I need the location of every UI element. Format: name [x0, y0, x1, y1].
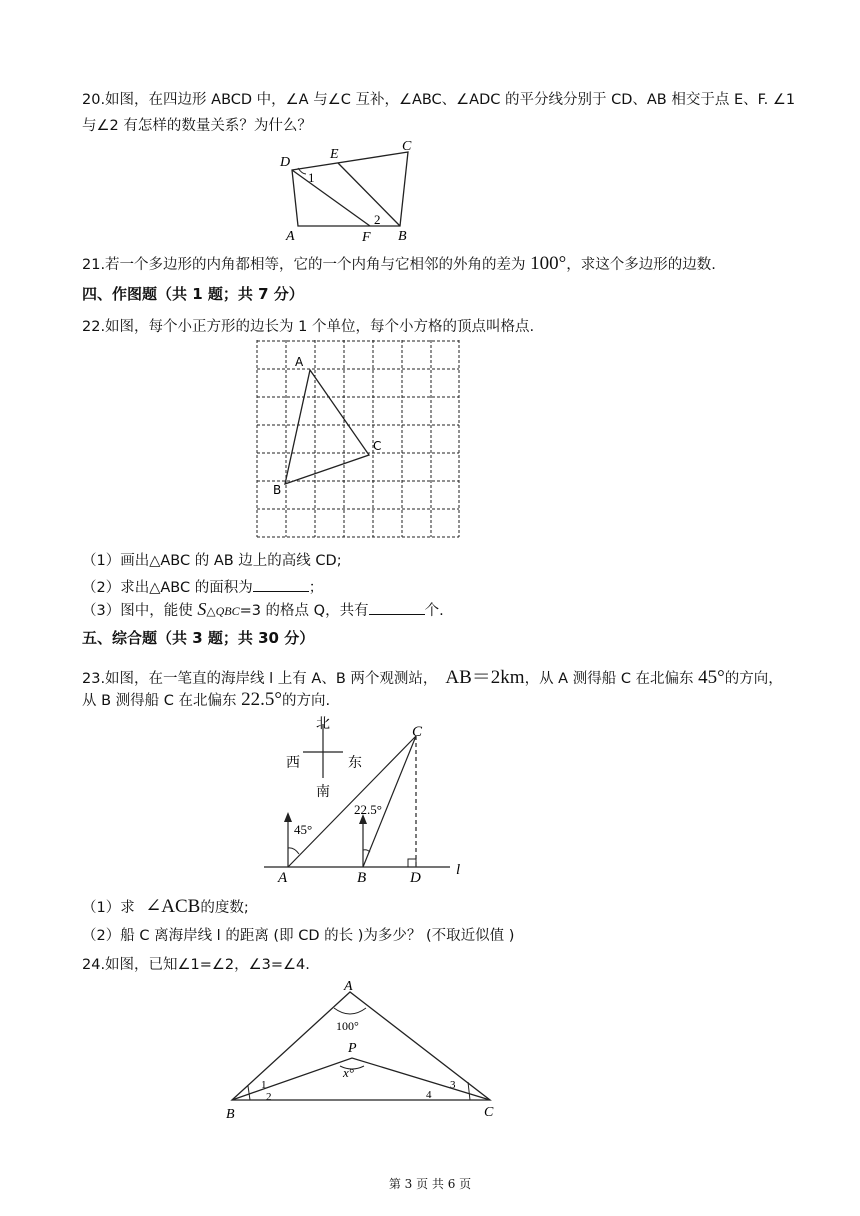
q21-text	[82, 253, 716, 275]
q24-angle-1: 1	[261, 1079, 267, 1091]
q23-line1-end: 的方向，	[724, 671, 783, 687]
q23-coast-figure	[258, 714, 478, 886]
q22-part2	[82, 576, 323, 597]
q23-fig-angle-45: 45°	[294, 822, 313, 837]
q22-intro: 22.如图，每个小正方形的边长为 1 个单位，每个小方格的顶点叫格点.	[82, 319, 535, 335]
q23-line2-pre: 从 B 测得船 C 在北偏东	[82, 693, 242, 709]
q22-part3-S: S	[197, 599, 207, 619]
q20-label-F: F	[362, 230, 371, 245]
q22-part2-end: ；	[308, 580, 324, 596]
q23-line1	[82, 662, 783, 689]
q22-label-C: C	[373, 439, 382, 453]
q23-line2-end: 的方向.	[281, 693, 331, 709]
q23-angle-45: 45°	[698, 667, 725, 688]
q23-angle-22-5: 22.5°	[241, 689, 282, 710]
q24-label-P: P	[348, 1041, 357, 1056]
q24-label-C: C	[484, 1105, 494, 1120]
q23-label-l: l	[456, 862, 461, 878]
q24-label-B: B	[226, 1107, 235, 1122]
q24-angle-3: 3	[450, 1079, 456, 1091]
q23-part1-end: 的度数;	[200, 900, 249, 916]
section-5-title: 五、综合题（共 3 题；共 30 分）	[82, 629, 315, 647]
q23-label-A: A	[278, 870, 288, 886]
q22-label-A: A	[295, 355, 304, 369]
q22-grid-figure	[255, 340, 461, 540]
q22-label-B: B	[273, 483, 282, 497]
q22-part3	[82, 599, 444, 620]
q23-part1	[82, 895, 249, 918]
q22-part3-end: 个.	[424, 603, 444, 619]
q23-compass-south: 南	[316, 784, 330, 800]
q22-part1: （1）画出△ABC 的 AB 边上的高线 CD;	[82, 553, 342, 569]
q24-angle-2: 2	[266, 1091, 272, 1103]
q20-angle-2: 2	[374, 212, 381, 227]
q21-value: 100°	[530, 253, 567, 274]
q20-text-line1: 20.如图，在四边形 ABCD 中，∠A 与∠C 互补，∠ABC、∠ADC 的平分线分别于 CD、AB 相交于点 E、F. ∠1	[82, 92, 796, 108]
q24-angle-4: 4	[426, 1089, 432, 1101]
q24-angle-100: 100°	[336, 1019, 359, 1033]
q20-label-E: E	[330, 147, 339, 162]
q23-compass-east: 东	[348, 755, 362, 771]
q23-part1-pre: （1）求	[82, 900, 140, 916]
section-4-title: 四、作图题（共 1 题；共 7 分）	[82, 285, 304, 303]
q20-text-line2: 与∠2 有怎样的数量关系？为什么？	[82, 118, 312, 134]
q23-fig-angle-22-5: 22.5°	[354, 802, 382, 817]
q20-label-A: A	[286, 229, 295, 244]
q22-part3-subscript: △QBC	[206, 604, 240, 618]
q23-compass-west: 西	[286, 755, 300, 771]
page-footer: 第 3 页 共 6 页	[388, 1177, 472, 1191]
q23-line1-pre: 23.如图，在一笔直的海岸线 l 上有 A、B 两个观测站，	[82, 671, 438, 687]
q23-label-C: C	[412, 724, 423, 740]
q23-compass-north: 北	[316, 716, 330, 732]
q21-text-post: ，求这个多边形的边数.	[566, 257, 716, 273]
q23-label-D: D	[410, 870, 421, 886]
q24-triangle-figure	[218, 978, 508, 1126]
q22-part2-blank[interactable]	[253, 577, 309, 592]
q24-angle-x: x°	[343, 1065, 354, 1080]
q20-angle-1: 1	[308, 170, 315, 185]
q23-line1-mid: ，从 A 测得船 C 在北偏东	[524, 671, 699, 687]
q23-part2: （2）船 C 离海岸线 l 的距离 (即 CD 的长 )为多少？ (不取近似值 )	[82, 928, 515, 944]
q20-label-C: C	[402, 139, 412, 154]
q23-line2	[82, 689, 330, 711]
q22-part3-pre: （3）图中，能使	[82, 603, 198, 619]
q20-quadrilateral-figure	[270, 138, 430, 246]
q20-label-B: B	[398, 229, 407, 244]
q22-part3-mid: =3 的格点 Q，共有	[239, 603, 369, 619]
q23-label-B: B	[357, 870, 367, 886]
q21-text-pre: 21.若一个多边形的内角都相等，它的一个内角与它相邻的外角的差为	[82, 257, 531, 273]
q22-part3-blank[interactable]	[369, 600, 425, 615]
q20-label-D: D	[280, 155, 291, 170]
q24-intro: 24.如图，已知∠1=∠2，∠3=∠4.	[82, 957, 310, 973]
q24-label-A: A	[344, 979, 353, 994]
q22-part2-text: （2）求出△ABC 的面积为	[82, 580, 253, 596]
q23-part1-angle: ∠ACB	[145, 896, 201, 917]
q23-ab-length: AB＝2km	[445, 667, 525, 688]
